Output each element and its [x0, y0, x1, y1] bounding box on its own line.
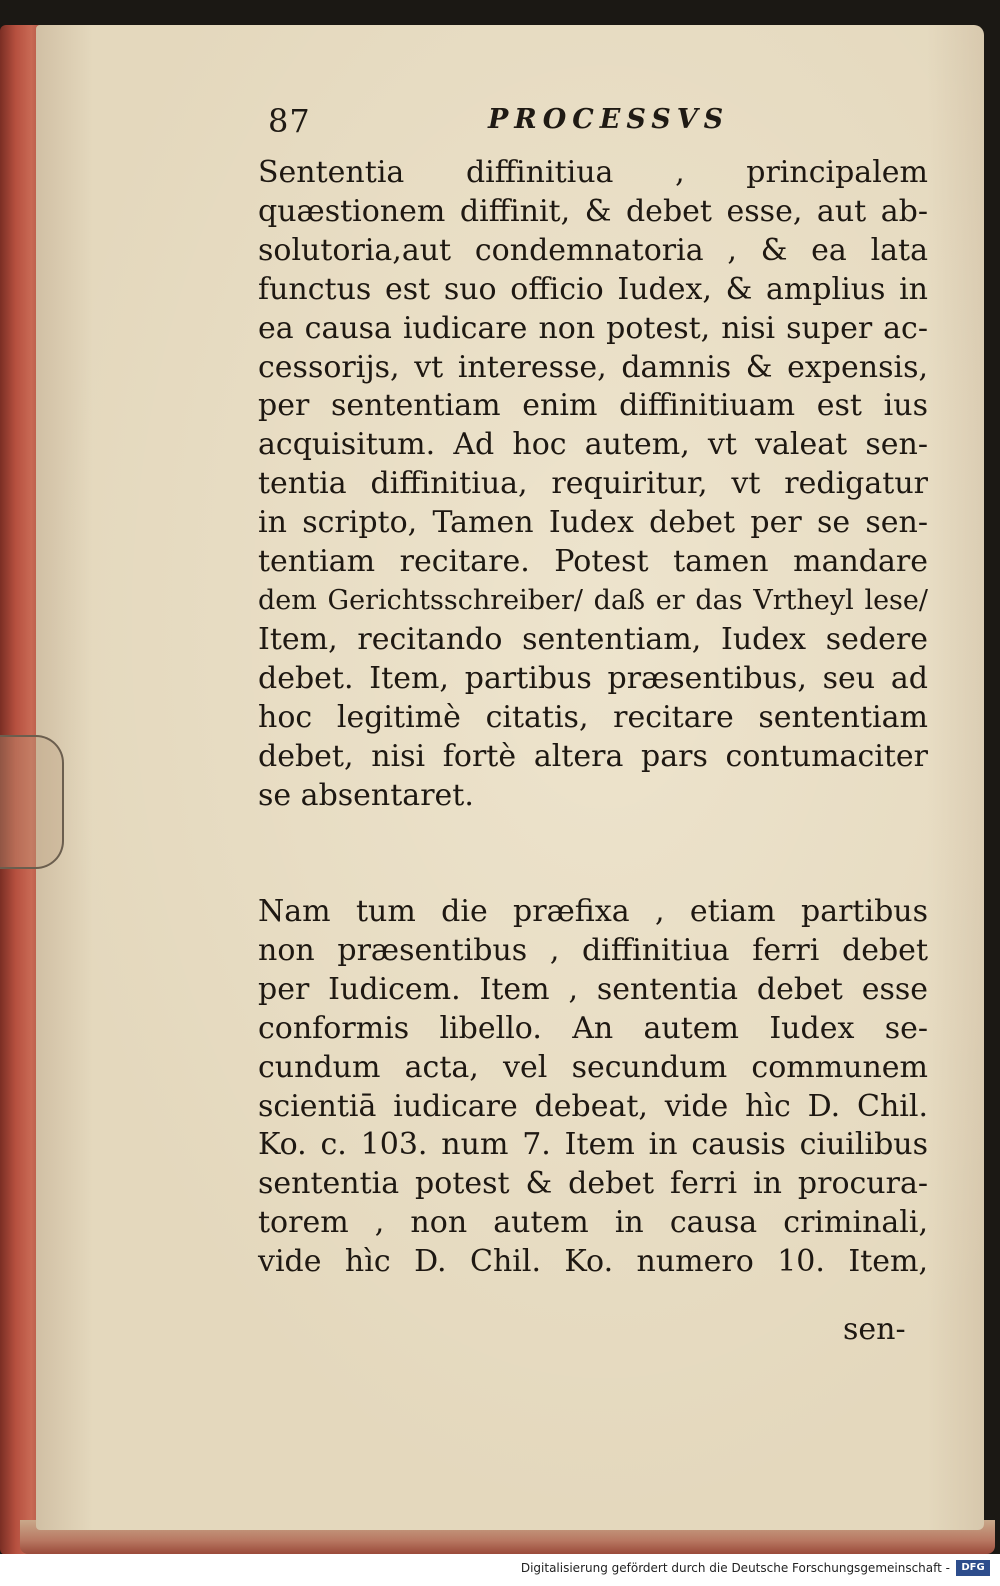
text-line: debet. Item, partibus præsentibus, seu ad [258, 660, 928, 696]
paragraph-2 [258, 893, 928, 1282]
text-line: cundum acta, vel secundum communem [258, 1049, 928, 1085]
text-line: Ko. c. 103. num 7. Item in causis ciuilibus [258, 1127, 928, 1163]
text-line: sententia potest & debet ferri in procura- [258, 1166, 928, 1202]
text-line: vide hìc D. Chil. Ko. numero 10. Item, [258, 1244, 928, 1280]
text-line: conformis libello. An autem Iudex se- [258, 1010, 928, 1046]
running-head [0, 102, 1000, 142]
text-line-fraktur: dem Gerichtsschreiber/ daß er das Vrtheyl lese/ [258, 584, 928, 616]
digitization-credit: Digitalisierung gefördert durch die Deutsche Forschungsgemeinschaft - [520, 1561, 950, 1575]
text-line: solutoria,aut condemnatoria , & ea lata [258, 232, 928, 268]
text-line: ea causa iudicare non potest, nisi super ac- [258, 310, 928, 346]
text-line: tentiam recitare. Potest tamen mandare [258, 544, 928, 580]
text-line: cessorijs, vt interesse, damnis & expensis, [258, 349, 928, 385]
running-title: PROCESSVS [488, 104, 730, 135]
page-number: 87 [268, 102, 311, 140]
text-line: hoc legitimè citatis, recitare sententiam [258, 699, 928, 735]
text-line: acquisitum. Ad hoc autem, vt valeat sen- [258, 427, 928, 463]
catchword: sen- [843, 1312, 906, 1347]
text-line: tentia diffinitiua, requiritur, vt redigatur [258, 466, 928, 502]
text-line: scientiā iudicare debeat, vide hìc D. Chil. [258, 1088, 928, 1124]
text-line: debet, nisi fortè altera pars contumaciter [258, 738, 928, 774]
thumb-tab-marker [0, 735, 64, 869]
text-line: non præsentibus , diffinitiua ferri debet [258, 932, 928, 968]
text-line: Nam tum die præfixa , etiam partibus [258, 894, 928, 929]
text-line: quæstionem diffinit, & debet esse, aut ab- [258, 193, 928, 229]
dfg-logo: DFG [956, 1560, 990, 1576]
text-line: functus est suo officio Iudex, & amplius in [258, 271, 928, 307]
text-line: per sententiam enim diffinitiuam est ius [258, 388, 928, 424]
text-line: Sententia diffinitiua , principalem [258, 155, 928, 190]
text-line: se absentaret. [258, 777, 474, 813]
paragraph-1 [258, 154, 928, 815]
text-line: Item, recitando sententiam, Iudex sedere [258, 621, 928, 657]
text-line: per Iudicem. Item , sententia debet esse [258, 971, 928, 1007]
text-line: torem , non autem in causa criminali, [258, 1205, 928, 1241]
text-line: in scripto, Tamen Iudex debet per se sen- [258, 505, 928, 541]
